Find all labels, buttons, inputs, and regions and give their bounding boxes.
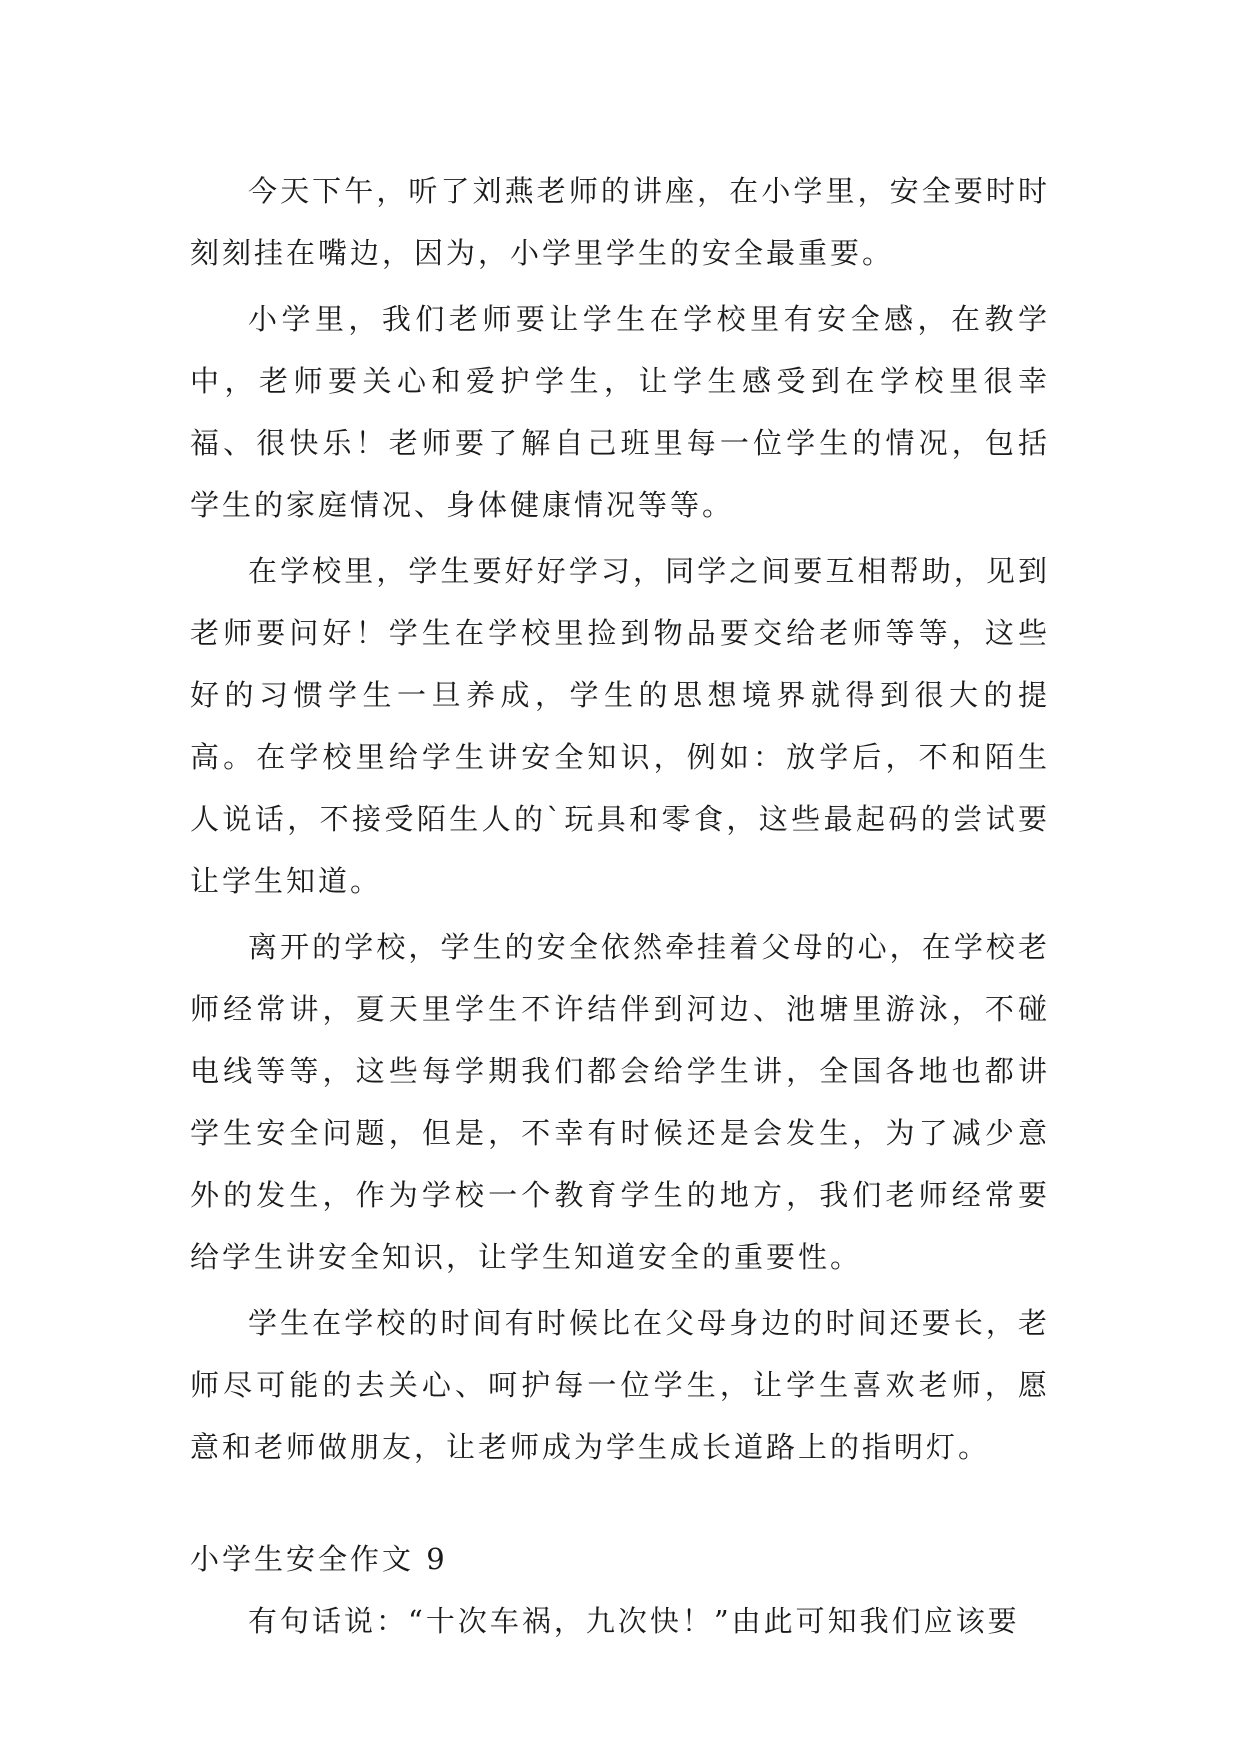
paragraph-5: 学生在学校的时间有时候比在父母身边的时间还要长，老师尽可能的去关心、呵护每一位学生，让学生喜欢老师，愿意和老师做朋友，让老师成为学生成长道路上的指明灯。	[190, 1306, 1050, 1464]
section-heading: 小学生安全作文 9	[190, 1542, 448, 1576]
paragraph-2: 小学里，我们老师要让学生在学校里有安全感，在教学中，老师要关心和爱护学生，让学生感受到在学校里很幸福、很快乐！老师要了解自己班里每一位学生的情况，包括学生的家庭情况、身体健康情况等等。	[190, 302, 1050, 522]
section-first-paragraph: 有句话说：“十次车祸，九次快！”由此可知我们应该要	[248, 1604, 1020, 1638]
paragraph-4: 离开的学校，学生的安全依然牵挂着父母的心，在学校老师经常讲，夏天里学生不许结伴到河边、池塘里游泳，不碰电线等等，这些每学期我们都会给学生讲，全国各地也都讲学生安全问题，但是，不幸有时候还是会发生，为了减少意外的发生，作为学校一个教育学生的地方，我们老师经常要给学生讲安全知识，让学生知道安全的重要性。	[190, 930, 1050, 1274]
document-body	[190, 160, 1050, 1656]
paragraph-3: 在学校里，学生要好好学习，同学之间要互相帮助，见到老师要问好！学生在学校里捡到物品要交给老师等等，这些好的习惯学生一旦养成，学生的思想境界就得到很大的提高。在学校里给学生讲安全知识，例如：放学后，不和陌生人说话，不接受陌生人的`玩具和零食，这些最起码的尝试要让学生知道。	[190, 554, 1050, 898]
paragraph-1: 今天下午，听了刘燕老师的讲座，在小学里，安全要时时刻刻挂在嘴边，因为，小学里学生的安全最重要。	[190, 174, 1050, 270]
